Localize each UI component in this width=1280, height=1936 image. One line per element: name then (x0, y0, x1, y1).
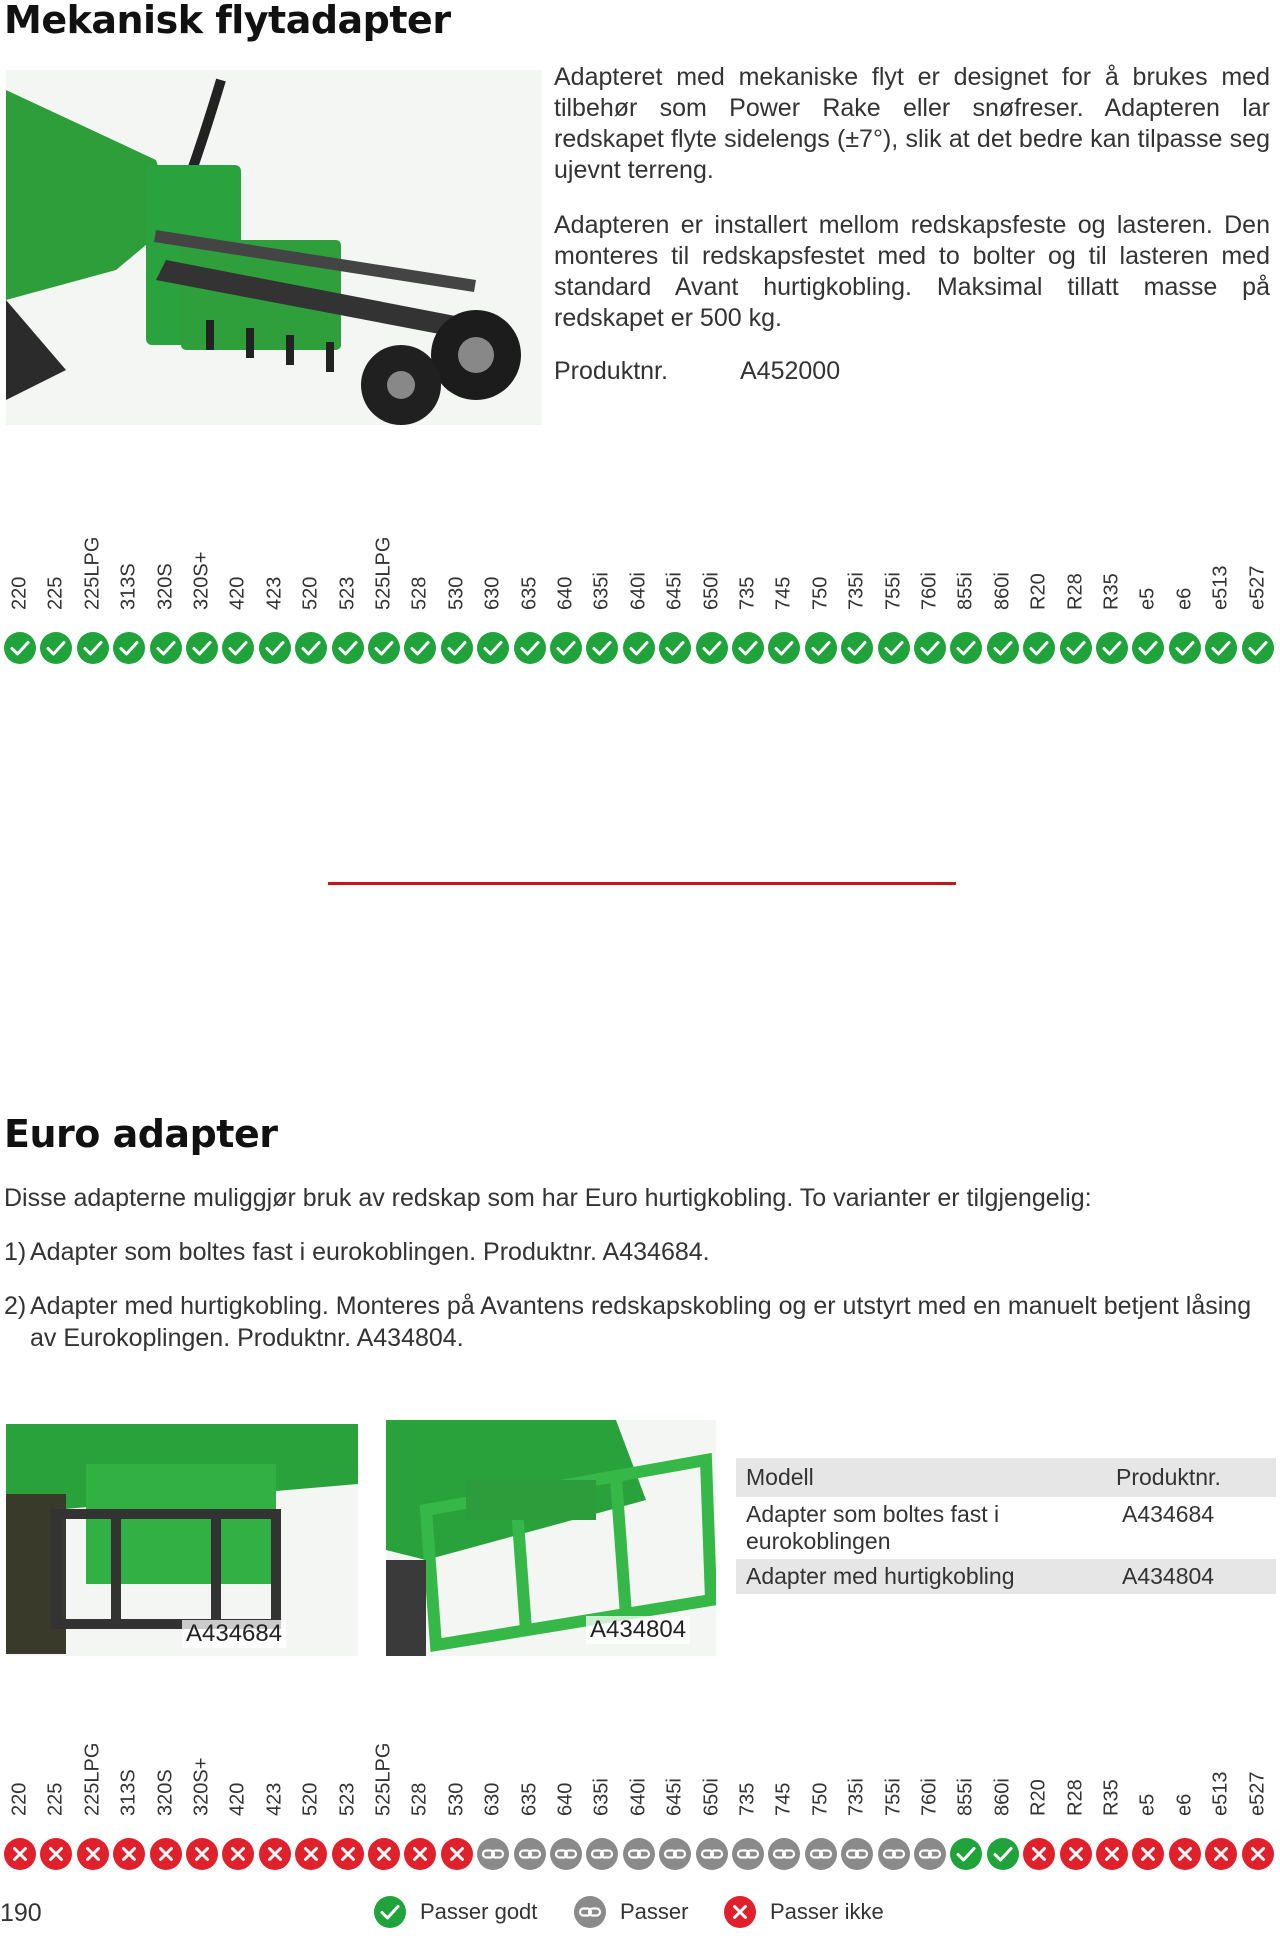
model-label-text: 860i (991, 572, 1014, 610)
model-label-text: 745 (772, 1782, 795, 1816)
model-label-text: 650i (700, 572, 723, 610)
model-label (330, 1752, 366, 1816)
model-label-text: 225LPG (81, 1742, 104, 1816)
model-label (1058, 546, 1094, 610)
euro-adapter-photo-a434684 (6, 1424, 358, 1656)
cross-circle-icon (40, 1838, 72, 1870)
legend-label-fit: Passer (620, 1899, 689, 1924)
check-circle-icon (259, 632, 291, 664)
check-circle-icon (113, 632, 145, 664)
cross-circle-icon (404, 1838, 436, 1870)
table-row (736, 1497, 1276, 1559)
photo-caption: A434684 (182, 1620, 286, 1648)
model-label (948, 1752, 984, 1816)
model-label (75, 536, 111, 610)
check-circle-icon (1060, 632, 1092, 664)
model-label-text: 640i (627, 572, 650, 610)
model-label-text: 635 (518, 576, 541, 610)
model-label-text: 635 (518, 1782, 541, 1816)
cross-circle-icon (1023, 1838, 1055, 1870)
model-label (1130, 546, 1166, 610)
model-label-text: 735i (845, 572, 868, 610)
cross-circle-icon (150, 1838, 182, 1870)
check-circle-icon (441, 632, 473, 664)
model-label (220, 1752, 256, 1816)
cross-circle-icon (332, 1838, 364, 1870)
check-circle-icon (4, 632, 36, 664)
model-label (694, 1752, 730, 1816)
euro-adapter-item-1 (4, 1236, 1274, 1268)
model-label (439, 1752, 475, 1816)
model-label (1240, 1752, 1276, 1816)
cross-circle-icon (259, 1838, 291, 1870)
model-label (38, 546, 74, 610)
model-label (475, 1752, 511, 1816)
model-label-text: 313S (117, 1769, 140, 1816)
model-label-text: 645i (663, 572, 686, 610)
check-circle-icon (1169, 632, 1201, 664)
check-circle-icon (186, 632, 218, 664)
model-label-text: 320S+ (190, 551, 213, 610)
model-label (111, 546, 147, 610)
cross-circle-icon (441, 1838, 473, 1870)
table-cell-model: Adapter som boltes fast i eurokoblingen (746, 1501, 1000, 1554)
model-label-text: e527 (1246, 565, 1269, 610)
model-label-text: 755i (882, 572, 905, 610)
model-label-text: 523 (336, 1782, 359, 1816)
legend-item-fit (574, 1896, 688, 1928)
check-circle-icon (878, 632, 910, 664)
check-circle-icon (40, 632, 72, 664)
check-circle-icon (950, 632, 982, 664)
item-number: 2) (4, 1292, 27, 1320)
table-header-row (736, 1458, 1276, 1497)
check-circle-icon (77, 632, 109, 664)
model-label (803, 1752, 839, 1816)
model-label-text: 220 (8, 576, 31, 610)
link-circle-icon (574, 1896, 606, 1928)
model-label (1094, 546, 1130, 610)
model-label (1167, 1752, 1203, 1816)
link-circle-icon (477, 1838, 509, 1870)
model-label (2, 1752, 38, 1816)
model-label (694, 546, 730, 610)
model-label-text: R35 (1100, 573, 1123, 610)
cross-circle-icon (1242, 1838, 1274, 1870)
model-label-text: R28 (1064, 573, 1087, 610)
check-circle-icon (914, 632, 946, 664)
link-circle-icon (914, 1838, 946, 1870)
model-label (1203, 546, 1239, 610)
model-label (1021, 1752, 1057, 1816)
section-title-flytadapter: Mekanisk flytadapter (4, 0, 451, 42)
cross-circle-icon (1096, 1838, 1128, 1870)
check-circle-icon (659, 632, 691, 664)
model-label (876, 1752, 912, 1816)
model-label (985, 1752, 1021, 1816)
model-label-text: 760i (918, 572, 941, 610)
model-label-text: 755i (882, 1778, 905, 1816)
model-label-text: e513 (1209, 1771, 1232, 1816)
section-title-euro-adapter: Euro adapter (4, 1112, 278, 1156)
model-label (730, 1752, 766, 1816)
model-label-text: R20 (1027, 1779, 1050, 1816)
cross-circle-icon (113, 1838, 145, 1870)
model-label-text: 528 (408, 1782, 431, 1816)
model-label-text: e513 (1209, 565, 1232, 610)
check-circle-icon (732, 632, 764, 664)
model-label (657, 546, 693, 610)
link-circle-icon (659, 1838, 691, 1870)
model-label-text: 420 (226, 576, 249, 610)
model-label-text: 640i (627, 1778, 650, 1816)
compatibility-row-2 (0, 1838, 1270, 1874)
check-circle-icon (1096, 632, 1128, 664)
model-label (1058, 1752, 1094, 1816)
model-label-text: 635i (590, 1778, 613, 1816)
flytadapter-description-1: Adapteret med mekaniske flyt er designet for å brukes med tilbehør som Power Rake eller snøfreser. Adapteren lar redskapet flyte sidelengs (±7°), slik at det bedre kan tilpasse seg ujevnt terreng. (554, 63, 1270, 184)
model-label (621, 1752, 657, 1816)
model-label-text: R28 (1064, 1779, 1087, 1816)
model-label (75, 1742, 111, 1816)
model-label (621, 546, 657, 610)
euro-adapter-item-2 (4, 1290, 1274, 1354)
model-label (948, 546, 984, 610)
legend-item-good (374, 1896, 537, 1928)
flytadapter-description-2: Adapteren er installert mellom redskapsfeste og lasteren. Den monteres til redskapsfestet med to bolter og til lasteren med standard Avant hurtigkobling. Maksimal tillatt masse på redskapet er 500 kg. (554, 211, 1270, 332)
model-label-text: 630 (481, 576, 504, 610)
model-label-text: 640 (554, 1782, 577, 1816)
check-circle-icon (696, 632, 728, 664)
cross-circle-icon (222, 1838, 254, 1870)
model-label (766, 546, 802, 610)
model-label-text: 760i (918, 1778, 941, 1816)
model-label-text: 855i (954, 1778, 977, 1816)
model-label-text: 423 (263, 576, 286, 610)
model-label-text: R20 (1027, 573, 1050, 610)
model-label-text: 525LPG (372, 1742, 395, 1816)
check-circle-icon (404, 632, 436, 664)
model-label (257, 1752, 293, 1816)
model-list-2 (0, 1742, 1270, 1816)
model-label (330, 546, 366, 610)
model-label-text: 320S+ (190, 1757, 213, 1816)
check-circle-icon (950, 1838, 982, 1870)
check-circle-icon (1132, 632, 1164, 664)
product-label: Produktnr. (554, 357, 668, 385)
cross-circle-icon (1205, 1838, 1237, 1870)
cross-circle-icon (1060, 1838, 1092, 1870)
model-label (657, 1752, 693, 1816)
page-number: 190 (0, 1899, 42, 1927)
model-label-text: 523 (336, 576, 359, 610)
check-circle-icon (222, 632, 254, 664)
model-label-text: 320S (154, 1769, 177, 1816)
euro-adapter-photo-a434804 (386, 1420, 716, 1656)
model-label (2, 546, 38, 610)
model-label-text: 640 (554, 576, 577, 610)
check-circle-icon (768, 632, 800, 664)
model-label (402, 1752, 438, 1816)
table-header-model: Modell (746, 1464, 814, 1490)
model-label-text: 225 (44, 1782, 67, 1816)
model-label-text: 735i (845, 1778, 868, 1816)
link-circle-icon (878, 1838, 910, 1870)
model-label (257, 546, 293, 610)
model-label (475, 546, 511, 610)
model-label-text: 220 (8, 1782, 31, 1816)
flytadapter-product-number (554, 357, 841, 386)
model-label (184, 546, 220, 610)
model-label (1167, 546, 1203, 610)
cross-circle-icon (186, 1838, 218, 1870)
cross-circle-icon (4, 1838, 36, 1870)
model-label-text: 735 (736, 576, 759, 610)
compatibility-row-1 (0, 632, 1270, 668)
model-label (512, 1752, 548, 1816)
model-label-text: 750 (809, 576, 832, 610)
model-label (876, 546, 912, 610)
model-label-text: 423 (263, 1782, 286, 1816)
table-cell-model: Adapter med hurtigkobling (746, 1563, 1015, 1589)
cross-circle-icon (77, 1838, 109, 1870)
model-list-1 (0, 536, 1270, 610)
euro-adapter-intro: Disse adapterne muliggjør bruk av redskap som har Euro hurtigkobling. To varianter er tilgjengelig: (4, 1184, 1092, 1212)
model-label-text: 313S (117, 563, 140, 610)
model-label-text: 525LPG (372, 536, 395, 610)
legend-label-no: Passer ikke (770, 1899, 884, 1924)
model-label-text: 530 (445, 576, 468, 610)
model-label (111, 1752, 147, 1816)
model-label-text: e5 (1136, 587, 1159, 610)
model-label (985, 546, 1021, 610)
model-label (584, 1752, 620, 1816)
cross-circle-icon (1169, 1838, 1201, 1870)
table-row (736, 1559, 1276, 1594)
table-header-product-number: Produktnr. (1116, 1464, 1221, 1490)
section-divider (328, 882, 956, 885)
link-circle-icon (586, 1838, 618, 1870)
legend (0, 1896, 1280, 1936)
link-circle-icon (768, 1838, 800, 1870)
model-label-text: e527 (1246, 1771, 1269, 1816)
link-circle-icon (623, 1838, 655, 1870)
check-circle-icon (550, 632, 582, 664)
cross-circle-icon (1132, 1838, 1164, 1870)
model-label-text: 320S (154, 563, 177, 610)
check-circle-icon (368, 632, 400, 664)
check-circle-icon (805, 632, 837, 664)
model-label (148, 1752, 184, 1816)
model-label (766, 1752, 802, 1816)
model-label (366, 1742, 402, 1816)
cross-circle-icon (368, 1838, 400, 1870)
model-label-text: 635i (590, 572, 613, 610)
model-label (584, 546, 620, 610)
cross-circle-icon (295, 1838, 327, 1870)
model-label-text: 750 (809, 1782, 832, 1816)
model-label-text: e5 (1136, 1793, 1159, 1816)
check-circle-icon (586, 632, 618, 664)
model-label (839, 1752, 875, 1816)
model-label (1021, 546, 1057, 610)
model-label (912, 546, 948, 610)
link-circle-icon (732, 1838, 764, 1870)
product-number: A452000 (740, 357, 841, 385)
table-cell-product-number: A434684 (1122, 1501, 1215, 1527)
model-label (548, 1752, 584, 1816)
model-label-text: 520 (299, 576, 322, 610)
model-label (1094, 1752, 1130, 1816)
euro-adapter-table (736, 1458, 1276, 1594)
model-label-text: e6 (1173, 587, 1196, 610)
model-label (38, 1752, 74, 1816)
model-label-text: 225LPG (81, 536, 104, 610)
model-label (839, 546, 875, 610)
model-label-text: 855i (954, 572, 977, 610)
model-label-text: 528 (408, 576, 431, 610)
link-circle-icon (550, 1838, 582, 1870)
model-label-text: e6 (1173, 1793, 1196, 1816)
model-label (730, 546, 766, 610)
check-circle-icon (150, 632, 182, 664)
check-circle-icon (477, 632, 509, 664)
check-circle-icon (332, 632, 364, 664)
check-circle-icon (623, 632, 655, 664)
model-label-text: 645i (663, 1778, 686, 1816)
check-circle-icon (374, 1896, 406, 1928)
flytadapter-photo (6, 70, 542, 425)
model-label (184, 1752, 220, 1816)
cross-circle-icon (724, 1896, 756, 1928)
model-label-text: 745 (772, 576, 795, 610)
model-label-text: 420 (226, 1782, 249, 1816)
legend-item-no (724, 1896, 884, 1928)
check-circle-icon (987, 1838, 1019, 1870)
model-label (803, 546, 839, 610)
model-label (293, 546, 329, 610)
table-cell-product-number: A434804 (1122, 1563, 1215, 1589)
model-label (293, 1752, 329, 1816)
model-label (548, 546, 584, 610)
check-circle-icon (1242, 632, 1274, 664)
model-label-text: 530 (445, 1782, 468, 1816)
photo-caption: A434804 (586, 1616, 690, 1644)
link-circle-icon (841, 1838, 873, 1870)
model-label (1130, 1752, 1166, 1816)
item-text: Adapter med hurtigkobling. Monteres på Avantens redskapskobling og er utstyrt med en manuelt betjent låsing av Eurokoplingen. Produktnr. A434804. (30, 1292, 1252, 1352)
model-label-text: 225 (44, 576, 67, 610)
model-label (148, 546, 184, 610)
check-circle-icon (987, 632, 1019, 664)
model-label (1240, 546, 1276, 610)
check-circle-icon (1023, 632, 1055, 664)
model-label-text: 630 (481, 1782, 504, 1816)
model-label (1203, 1752, 1239, 1816)
link-circle-icon (696, 1838, 728, 1870)
model-label-text: 860i (991, 1778, 1014, 1816)
model-label (402, 546, 438, 610)
check-circle-icon (295, 632, 327, 664)
model-label-text: 650i (700, 1778, 723, 1816)
check-circle-icon (514, 632, 546, 664)
model-label-text: R35 (1100, 1779, 1123, 1816)
model-label (220, 546, 256, 610)
model-label (366, 536, 402, 610)
model-label-text: 520 (299, 1782, 322, 1816)
check-circle-icon (841, 632, 873, 664)
model-label (512, 546, 548, 610)
link-circle-icon (805, 1838, 837, 1870)
model-label-text: 735 (736, 1782, 759, 1816)
link-circle-icon (514, 1838, 546, 1870)
model-label (439, 546, 475, 610)
check-circle-icon (1205, 632, 1237, 664)
item-text: Adapter som boltes fast i eurokoblingen. Produktnr. A434684. (30, 1238, 710, 1266)
item-number: 1) (4, 1238, 27, 1266)
legend-label-good: Passer godt (420, 1899, 538, 1924)
model-label (912, 1752, 948, 1816)
